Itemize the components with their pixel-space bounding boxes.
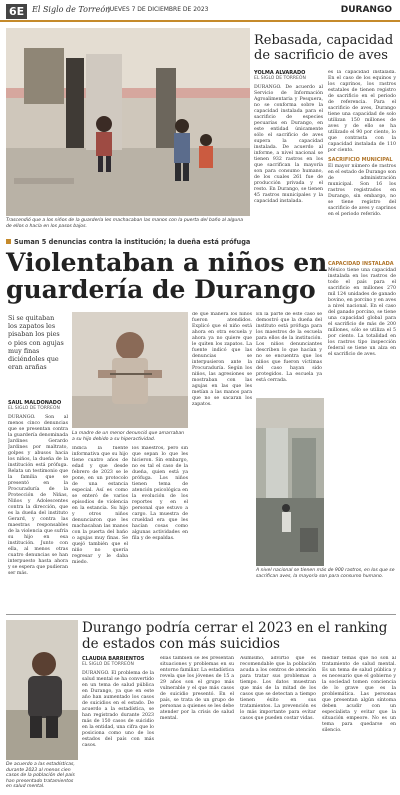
story1-column-2 bbox=[328, 70, 396, 230]
story1-text-3: México tiene una capacidad instalada en los rastros de todo el país para el sacrificio en millones 270 mil 124 unidades de ganado bovino, en porcino y en aves a nivel nacional. En el caso del ganado porcino, se tiene una capacidad global para el sacrificio de más de 200 millones, sólo se utiliza el 5 por ciento. La totalidad en los rastros tipo inspección federal se tiene un alza en el sacrificio de aves. bbox=[328, 268, 396, 357]
publication-name: El Siglo de Torreón bbox=[32, 5, 111, 14]
story2-text-5: En la parte de este caso se demostró que la dueña del instituto está prófuga para los maestros de la escuela para ellos de la institución. Los niños denunciantes describen lo que hacían y no se encuentra que los niños que fueron víctimas del caso hayan sido protegidos. La escuela ya está cerrada. bbox=[256, 312, 322, 383]
child-photo bbox=[72, 312, 188, 428]
story2-column-2 bbox=[72, 446, 128, 612]
story1-column-1 bbox=[254, 70, 323, 230]
story3-text-3: Asimismo, advirtió que es recomendable que la población acuda a los centros de atención para tratar sus problemas a tiempo. Los datos muestran que más de la mitad de los casos que se detectan a tiempo tienen éxito en sus tratamientos. La prevención es lo más importante para evitar casos que pueden costar vidas. bbox=[240, 656, 316, 721]
story1-headline: Rebasada, capacidad de sacrificio de aves bbox=[254, 33, 394, 63]
story2-column-3 bbox=[132, 446, 188, 612]
section-name: DURANGO bbox=[340, 5, 392, 15]
story1-text-2b: El mayor número de rastros en el estado de Durango son de administración municipal. Son 16 los rastros registrados en Durango, sin embargo, no se tiene registro del sacrificio de aves y caprinos en el periodo referido. bbox=[328, 164, 396, 217]
story2-text-1: DURANGO. Son al menos cinco denuncias que se presentan contra la guardería denominada Jardines Gerardo Jardines por maltrato, golpes y abusos hacia los niños, la dueña de la institución está prófuga. Relata un testimonio que la familia que se presentó en la Procuraduría de la Protección de Niñas, Niños y Adolescentes contra la dirección, que es la dueña del instituto Gerard, y contra las maestras responsables de la violencia que sufría su hijo en esa institución. Junto con ella, al menos otras cuatro denuncias se han interpuesto hasta ahora y se espera que pudieran ser más. bbox=[8, 415, 68, 576]
story2-text-4: de que manera los niños fueron atendidos. Explicó que el niño está ahora en otra escuela y ahora ya no quiere que le quiten los zapatos. La fuente indicó que las denuncias se interpusieron ante la Procuraduría. Según los niños, las agresiones se mostraban con las agujas en las que les metían a las manos para que no se sacaran los zapatos. bbox=[192, 312, 252, 407]
section-divider bbox=[6, 614, 396, 615]
page-header bbox=[0, 0, 400, 22]
story3-column-4 bbox=[322, 656, 396, 792]
story1-text-2: es la capacidad instalada. En el caso de los equinos y los caprinos, los rastros estatales de tienen registro de sacrificio en el periodo de referencia. Para el sacrificio de aves, Durango tiene una capacidad de solo utilizan 150 millones de aves y de ello se ha utilizado el 90 por ciento, lo que contrasta con la capacidad instalada de 110 por ciento. bbox=[328, 70, 396, 153]
story2-headline: Violentaban a niños en guardería de Durango bbox=[6, 248, 328, 304]
story2-column-5 bbox=[256, 312, 322, 394]
suicide-story-photo bbox=[6, 620, 78, 760]
daycare-photo bbox=[6, 28, 250, 216]
story3-column-3 bbox=[240, 656, 316, 792]
child-photo-caption: La madre de un menor denunció que amarraban a su hijo debido a su hiperactividad. bbox=[72, 431, 185, 442]
story1-text-1: DURANGO. De acuerdo al Servicio de Información Agroalimentaria y Pesquera, no se conforma sobre la capacidad instalada para el sacrificio de especies pecuarias en Durango, en este entidad únicamente sólo el sacrificio de aves supera la capacidad instalada. De acuerdo al informe, a nivel nacional se tienen 932 rastros en los que sacrifican la mayoría son para consumo humano, de los cuales 261 fue de producción privada y el resto. En Durango, se tienen 45 rastros municipales y la capacidad instalada. bbox=[254, 85, 323, 204]
kicker-square-icon bbox=[6, 239, 11, 244]
story3-byline: CLAUDIA BARRIENTOS bbox=[82, 656, 145, 662]
suicide-photo-caption: De acuerdo a las estadísticas, durante 2023 al menos cien casos de la población del país han presentado tratamientos en salud mental. bbox=[6, 762, 75, 790]
story2-byline: SAÚL MALDONADO bbox=[8, 400, 62, 406]
daycare-photo-caption: Trascendió que a los niños de la guardería les machacaban las manos con la puerta del baño al alguna de ellos o hacía en los pasos bajos. bbox=[6, 218, 244, 229]
story1-column-3 bbox=[328, 258, 396, 608]
story2-text-2: Indica la fuente informativa que su hijo tiene cuatro años de edad y que desde febrero de 2023 se le pone, en un protocolo de una estancia especial. Así es como se enteró de varios episodios de violencia en la estancia. Su hijo y otros niños denunciaron que les machacaban las manos con la puerta del baño o agujas muy finas. Se quejó también que el niño no quería regresar y le daba miedo. bbox=[72, 446, 128, 565]
rastro-photo bbox=[256, 398, 324, 566]
story2-column-1 bbox=[8, 400, 68, 612]
issue-date: JUEVES 7 DE DICIEMBRE DE 2023 bbox=[108, 6, 209, 13]
story1-subhead-1: SACRIFICIO MUNICIPAL bbox=[328, 157, 393, 163]
story3-headline: Durango podría cerrar el 2023 en el ranking de estados con más suicidios bbox=[82, 620, 388, 652]
page-number: 6E bbox=[6, 4, 27, 19]
story3-column-2 bbox=[160, 656, 234, 792]
story2-text-3: los maestros, pero sin que sepan lo que les hicieron. Sin embargo, no es tal el caso de la dueña, quien está ya prófuga. Los niños tienen tema de atención psicológica en la evolución de los reportes y en el personal que estuvo a cargo. La muestra de crueldad era que les hacían cosas como algunas actividades en fila y de espaldas. bbox=[132, 446, 188, 541]
story1-byline-org: EL SIGLO DE TORREÓN bbox=[254, 76, 306, 81]
story3-column-1 bbox=[82, 656, 154, 792]
story1-subhead-2: CAPACIDAD INSTALADA bbox=[328, 261, 394, 267]
story2-byline-org: EL SIGLO DE TORREÓN bbox=[8, 406, 60, 411]
story2-pullquote: Si se quitaban los zapatos les pisaban los pies o pies con agujas muy finas diciéndoles que eran arañas bbox=[8, 314, 64, 372]
story1-byline: YOLMA ALVARADO bbox=[254, 70, 306, 76]
story2-kicker: Suman 5 denuncias contra la institución; la dueña está prófuga bbox=[6, 236, 396, 248]
story2-column-4 bbox=[192, 312, 252, 612]
story3-text-1: DURANGO. El problema de la salud mental se ha convertido en un tema de salud pública en Durango, ya que en este año han aumentado los casos de suicidios en el estado. De acuerdo a la estadística, se han registrado durante 2023 más de 150 casos de suicidio en la entidad, una cifra que lo posiciona como uno de los estados del país con más casos. bbox=[82, 671, 154, 748]
story3-byline-org: EL SIGLO DE TORREÓN bbox=[82, 662, 134, 667]
story3-text-4: mediar temas que no son al tratamiento de salud mental. Es un tema de salud pública y es necesario que el gobierno y la sociedad tomen conciencia de lo grave que es la problemática. Las personas que presentan algún síntoma deben acudir con un especialista y evitar que la situación empeore. No es un tema para quedarse en silencio. bbox=[322, 656, 396, 733]
rastro-photo-caption: A nivel nacional se tienen más de 900 rastros, en los que se sacrifican aves, la mayoría son para consumo humano. bbox=[256, 568, 395, 579]
story3-text-2: ellas también se les presentan situaciones y problemas en su entorno familiar. La estadística revela que los jóvenes de 15 a 29 años son el grupo más vulnerable y el que más casos de suicidio presentó. En el país, se trata de un grupo de personas a quienes se les debe atender por la crisis de salud mental. bbox=[160, 656, 234, 721]
